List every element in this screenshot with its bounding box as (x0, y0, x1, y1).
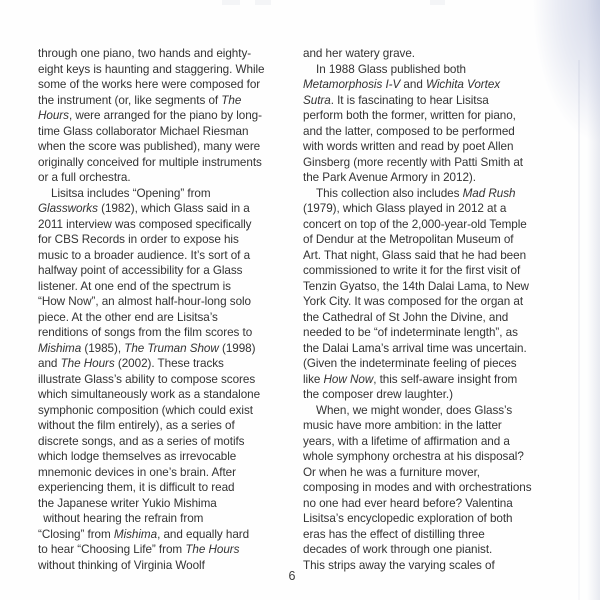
text-line: Metamorphosis I-V and Wichita Vortex (303, 78, 501, 91)
text-line: and her watery grave. (303, 47, 415, 60)
text-line: perform both the former, written for piano, (303, 109, 516, 122)
text-line: symphonic composition (which could exist (38, 403, 253, 417)
text-line: the composer drew laughter.) (303, 388, 453, 401)
text-line: concert on top of the 2,000-year-old Temple (303, 217, 527, 231)
text-line: composing in modes and with orchestrations (303, 481, 532, 494)
text-line: music to a broader audience. It’s sort of a (38, 248, 251, 262)
text-line: Lisitsa’s encyclopedic exploration of both (303, 512, 513, 525)
text-line: originally conceived for multiple instruments (38, 155, 262, 169)
text-line: the instrument (or, like segments of The (38, 93, 242, 107)
text-line: the Dalai Lama’s arrival time was uncertain. (303, 341, 527, 355)
text-line: the Japanese writer Yukio Mishima (38, 496, 217, 510)
text-line: eras has the effect of distilling three (303, 527, 485, 541)
text-line: to hear “Choosing Life” from The Hours (38, 543, 240, 556)
text-line: which lodge themselves as irrevocable (38, 450, 237, 463)
text-line: without thinking of Virginia Woolf (38, 558, 205, 572)
text-line: commissioned to write it for the first visit of (303, 264, 521, 277)
text-line: needed to be “of indeterminate length”, as (303, 326, 518, 339)
text-line: Lisitsa includes “Opening” from (51, 186, 211, 200)
text-line: through one piano, two hands and eighty- (38, 47, 252, 60)
text-line: “Closing” from Mishima, and equally hard (38, 527, 250, 541)
text-line: This strips away the varying scales of (303, 558, 495, 572)
text-line: Art. That night, Glass said that he had been (303, 248, 527, 262)
text-line: the Cathedral of St John the Divine, and (303, 310, 509, 324)
page-number: 6 (288, 569, 296, 583)
text-line: Tenzin Gyatso, the 14th Dalai Lama, to New (303, 279, 529, 293)
text-line: when the score was published), many were (38, 140, 261, 153)
text-line: time Glass collaborator Michael Riesman (38, 124, 249, 138)
text-line: whole symphony orchestra at his disposal? (303, 450, 524, 463)
text-line: mnemonic devices in one’s brain. After (38, 465, 236, 479)
text-line: and the latter, composed to be performed (303, 124, 515, 138)
text-line: When, we might wonder, does Glass’s (316, 403, 513, 417)
text-line: no one had ever heard before? Valentina (303, 496, 513, 510)
scan-edge-shade (587, 0, 600, 600)
text-line: 2011 interview was composed specifically (38, 217, 252, 231)
text-line: eight keys is haunting and staggering. While (38, 62, 265, 76)
text-line: and The Hours (2002). These tracks (38, 357, 224, 370)
text-line: renditions of songs from the film scores to (38, 326, 253, 339)
text-line: which simultaneously work as a standalone (38, 388, 261, 401)
text-line: Glassworks (1982), which Glass said in a (38, 202, 250, 215)
text-line: Sutra. It is fascinating to hear Lisitsa (303, 93, 489, 107)
text-line: York City. It was composed for the organ at (303, 295, 524, 308)
text-line: In 1988 Glass published both (316, 62, 466, 76)
text-line: or a full orchestra. (38, 171, 131, 184)
text-line: experiencing them, it is difficult to read (38, 481, 235, 494)
text-line: illustrate Glass’s ability to compose scores (38, 372, 256, 386)
text-line: Ginsberg (more recently with Patti Smith at (303, 155, 523, 169)
scan-top-mark (430, 0, 445, 5)
text-line: without the film entirely), as a series of (38, 419, 235, 432)
text-line: This collection also includes Mad Rush (316, 186, 516, 200)
text-line: decades of work through one pianist. (303, 543, 493, 556)
right-text-column (303, 46, 581, 573)
text-line: like How Now, this self-aware insight from (303, 372, 518, 386)
text-line: Or when he was a furniture mover, (303, 465, 480, 479)
text-line: Hours, were arranged for the piano by long- (38, 109, 262, 122)
scan-top-mark (255, 0, 271, 5)
text-line: without hearing the refrain from (43, 512, 204, 525)
text-line: years, with a lifetime of affirmation and a (303, 434, 510, 448)
text-line: discrete songs, and as a series of motifs (38, 434, 245, 448)
text-line: (Given the indeterminate feeling of pieces (303, 357, 517, 370)
text-line: Mishima (1985), The Truman Show (1998) (38, 341, 256, 355)
text-line: for CBS Records in order to expose his (38, 233, 239, 246)
text-line: (1979), which Glass played in 2012 at a (303, 202, 507, 215)
text-line: listener. At one end of the spectrum is (38, 279, 231, 293)
text-line: the Park Avenue Armory in 2012). (303, 171, 476, 184)
left-text-column (38, 46, 300, 573)
text-line: halfway point of accessibility for a Glass (38, 264, 243, 277)
text-line: music have more ambition: in the latter (303, 419, 502, 432)
scan-top-mark (222, 0, 240, 5)
text-line: piece. At the other end are Lisitsa’s (38, 310, 218, 324)
text-line: some of the works here were composed for (38, 78, 261, 91)
text-line: “How Now”, an almost half-hour-long solo (38, 295, 252, 308)
text-line: with words written and read by poet Allen (303, 140, 514, 153)
text-line: of Dendur at the Metropolitan Museum of (303, 233, 514, 246)
